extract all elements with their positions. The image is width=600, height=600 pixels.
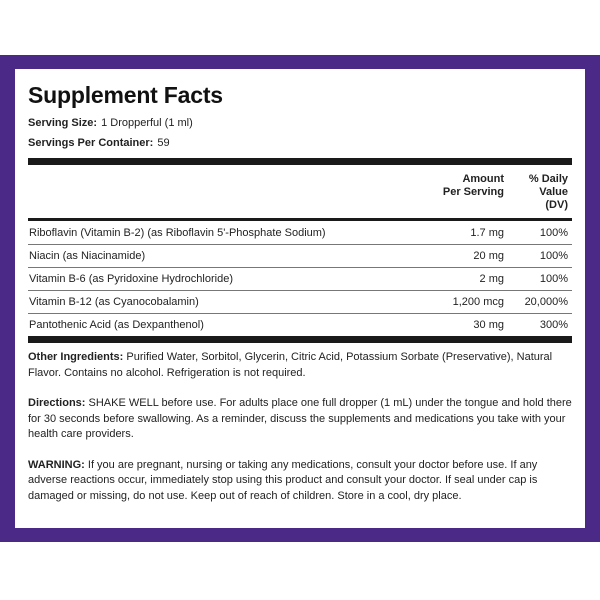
daily-value-header: % Daily Value (DV)	[528, 173, 568, 211]
nutrient-dv: 300%	[539, 319, 568, 331]
nutrient-dv: 20,000%	[524, 296, 568, 308]
warning-label: WARNING:	[28, 458, 85, 471]
directions-label: Directions:	[28, 397, 86, 409]
supplement-facts-panel	[15, 69, 585, 528]
servings-per-container-row	[28, 133, 572, 153]
nutrient-dv: 100%	[539, 226, 568, 239]
table-bottom-divider	[28, 336, 572, 343]
directions-text: SHAKE WELL before use. For adults place one full dropper (1 mL) under the tongue and hold there for 30 seconds before swallowing. As a reminder, discuss the supplements and medications you take with your health care providers.	[28, 397, 572, 440]
nutrient-table	[28, 221, 572, 336]
table-row	[28, 267, 572, 290]
nutrient-name: Pantothenic Acid (as Dexpanthenol)	[29, 319, 204, 331]
table-header	[28, 165, 572, 218]
nutrient-amount: 30 mg	[473, 319, 504, 331]
nutrient-dv: 100%	[539, 273, 568, 285]
table-row	[28, 221, 572, 244]
nutrient-amount: 2 mg	[479, 273, 504, 285]
serving-size-row	[28, 113, 572, 133]
directions	[28, 396, 572, 443]
servings-per-container-label: Servings Per Container:	[28, 137, 154, 149]
table-row	[28, 290, 572, 313]
thick-divider	[28, 158, 572, 165]
nutrient-amount: 1.7 mg	[470, 226, 504, 239]
table-row	[28, 313, 572, 336]
table-row	[28, 244, 572, 267]
panel-title: Supplement Facts	[28, 82, 223, 108]
warning	[28, 458, 572, 505]
amount-header: Amount Per Serving	[442, 173, 504, 198]
nutrient-amount: 1,200 mcg	[452, 296, 504, 308]
label-notes	[28, 343, 572, 504]
nutrient-name: Riboflavin (Vitamin B-2) (as Riboflavin 5'-Phosphate Sodium)	[29, 226, 326, 239]
servings-per-container-value: 59	[157, 137, 170, 149]
serving-size-label: Serving Size:	[28, 117, 98, 129]
nutrient-name: Vitamin B-6 (as Pyridoxine Hydrochloride)	[29, 273, 233, 285]
serving-size-value: 1 Dropperful (1 ml)	[101, 117, 193, 129]
nutrient-amount: 20 mg	[473, 250, 504, 262]
nutrient-dv: 100%	[539, 250, 568, 262]
nutrient-name: Vitamin B-12 (as Cyanocobalamin)	[29, 296, 199, 308]
other-ingredients-text: Purified Water, Sorbitol, Glycerin, Citric Acid, Potassium Sorbate (Preservative), Natural Flavor. Contains no alcohol. Refrigeration is not required.	[28, 351, 553, 379]
nutrient-name: Niacin (as Niacinamide)	[29, 250, 146, 262]
other-ingredients-label: Other Ingredients:	[28, 351, 124, 363]
serving-info	[28, 111, 572, 153]
other-ingredients	[28, 350, 572, 381]
warning-text: If you are pregnant, nursing or taking any medications, consult your doctor before use. If any adverse reactions occur, immediately stop using this product and consult your doctor. If seal under cap is damaged or missing, do not use. Keep out of reach of children. Store in a cool, dry place.	[28, 458, 538, 502]
